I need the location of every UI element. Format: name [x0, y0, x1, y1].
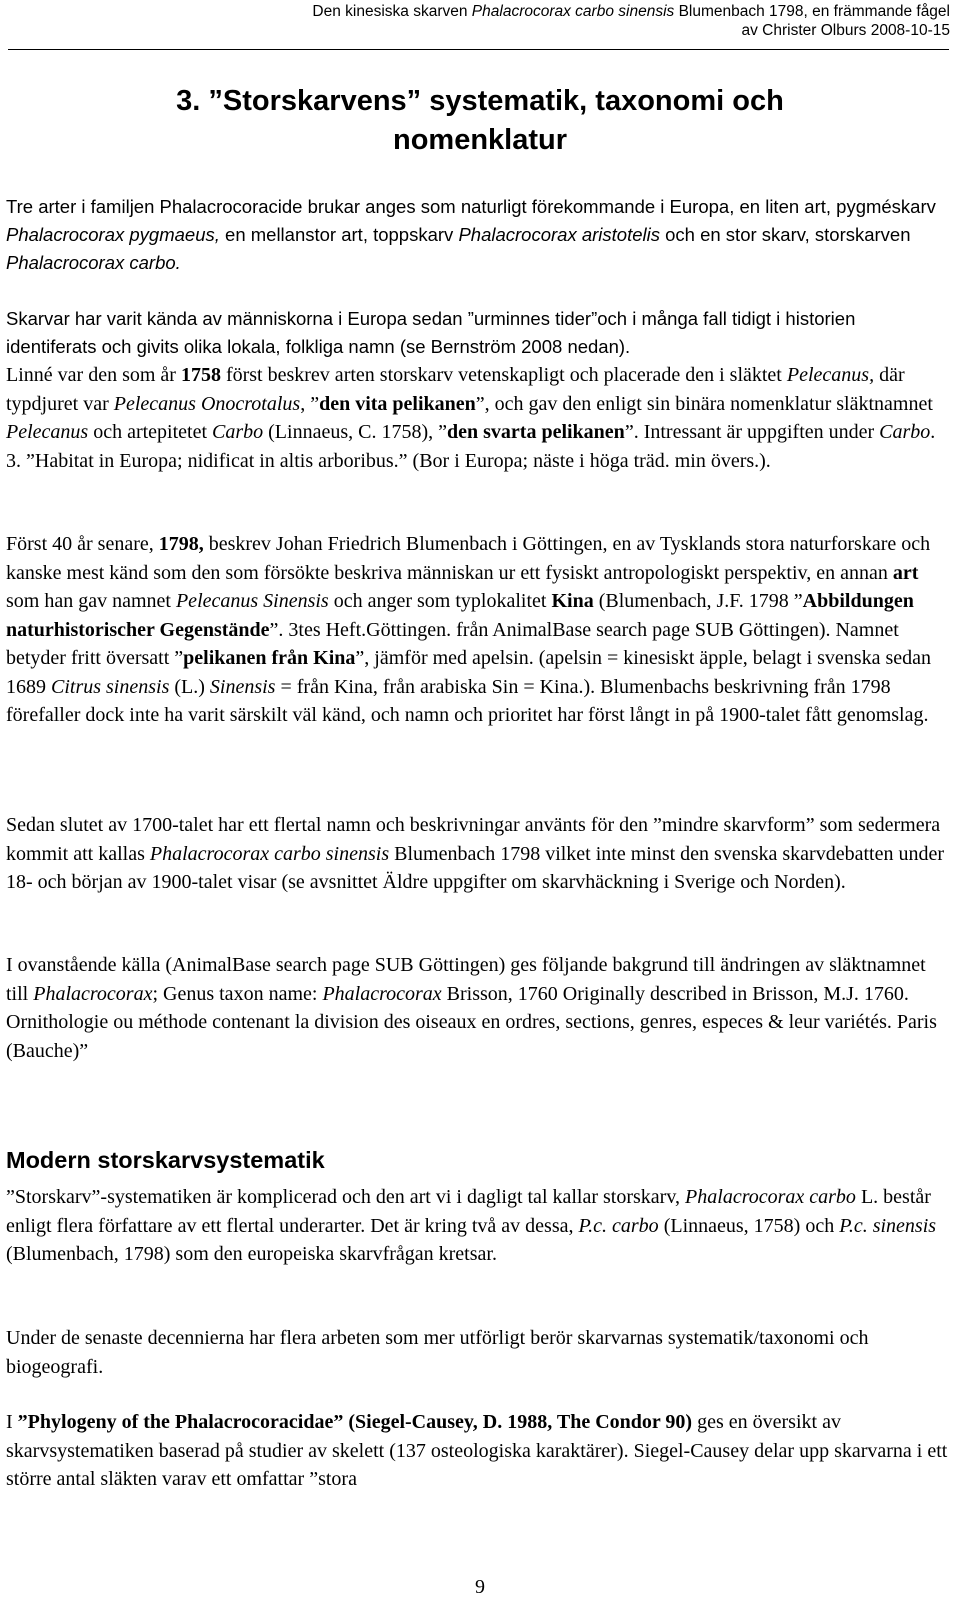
header-rule — [8, 49, 949, 50]
text-run: Blumenbach 1798, en främmande fågel — [674, 3, 950, 20]
text-run: I ovanstående källa (AnimalBase search page SUB Göttingen) ges följande bakgrund till ändringen av släktnamnet till — [6, 954, 926, 1005]
text-run: den vita pelikanen — [319, 392, 476, 415]
running-header — [312, 2, 950, 40]
paragraph-8 — [6, 1324, 950, 1381]
text-run: ”, jämför med apelsin. (apelsin = kinesiskt äpple, belagt i svenska sedan 1689 — [6, 647, 931, 698]
text-run: ”, och gav den enligt sin binära nomenklatur släktnamnet — [475, 392, 933, 415]
header-line-2: av Christer Olburs 2008-10-15 — [741, 22, 950, 39]
paragraph-9 — [6, 1408, 950, 1494]
text-run: Carbo — [879, 421, 931, 443]
text-run: Under de senaste decennierna har flera arbeten som mer utförligt berör skarvarnas systematik/taxonomi och biogeografi. — [6, 1327, 869, 1378]
text-run: Phalacrocorax carbo sinensis — [471, 3, 675, 20]
text-run: Pelecanus — [6, 421, 89, 443]
text-run: Carbo — [212, 421, 264, 443]
text-run: Pelecanus Onocrotalus — [113, 392, 301, 415]
text-run: och artepitetet — [88, 421, 213, 443]
text-run: Phalacrocorax carbo sinensis — [149, 842, 390, 865]
text-run: Sinensis — [209, 675, 276, 698]
text-run: 1758 — [180, 364, 221, 386]
page-title — [0, 82, 960, 160]
paragraph-2 — [6, 305, 950, 361]
text-run: Pelecanus Sinensis — [175, 590, 329, 612]
text-run: art — [892, 561, 919, 584]
text-run: en mellanstor art, toppskarv — [219, 224, 459, 245]
text-run: I — [6, 1411, 18, 1433]
text-run: P.c. sinensis — [839, 1214, 937, 1237]
text-run: Phalacrocorax — [33, 982, 153, 1005]
text-run: Den kinesiska skarven — [312, 3, 472, 20]
text-run: Abbildungen naturhistorischer Gegenstände — [6, 590, 914, 641]
text-run: Kina — [551, 590, 594, 612]
text-run: (L.) — [169, 675, 210, 698]
text-run: Pelecanus, — [786, 364, 875, 386]
text-run: och en stor skarv, storskarven — [659, 224, 911, 245]
header-line-1 — [312, 2, 950, 21]
text-run: som han gav namnet — [6, 590, 176, 612]
text-run: Phalacrocorax carbo — [685, 1186, 856, 1208]
section-heading: Modern storskarvsystematik — [6, 1147, 325, 1173]
text-run: Skarvar har varit kända av människorna i Europa sedan ”urminnes tider”och i många fall tidigt i historien identiferats och givits olika lokala, folkliga namn (se Bernström 2008 nedan). — [6, 308, 856, 357]
paragraph-6 — [6, 951, 950, 1065]
text-run: . 3. ”Habitat in Europa; nidificat in altis arboribus.” (Bor i Europa; näste i höga träd. min övers.). — [6, 421, 936, 472]
text-run: = från Kina, från arabiska Sin = Kina.). Blumenbachs beskrivning från 1798 förefaller dock inte ha varit särskilt väl känd, och namn och prioritet har först långt in på 1900-talet fått genomslag. — [6, 675, 929, 726]
text-run: P.c. carbo — [578, 1214, 659, 1237]
paragraph-3 — [6, 361, 950, 475]
text-run: nomenklatur — [392, 124, 568, 156]
text-run: (Linnaeus, 1758) och — [658, 1214, 840, 1237]
text-run: ”Phylogeny of the Phalacrocoracidae” (Siegel-Causey, D. 1988, The Condor 90) — [17, 1411, 693, 1433]
text-run: ”Storskarv”-systematiken är komplicerad och den art vi i dagligt tal kallar storskarv, — [6, 1186, 686, 1208]
paragraph-7 — [6, 1183, 950, 1269]
text-run: (Linnaeus, C. 1758), ” — [263, 421, 447, 443]
text-run: Citrus sinensis — [51, 675, 170, 698]
text-run: (Blumenbach, J.F. 1798 ” — [593, 590, 803, 612]
text-run: ; Genus taxon name: — [152, 982, 323, 1005]
text-run: 1798, — [158, 533, 204, 555]
text-run: Sedan slutet av 1700-talet har ett flertal namn och beskrivningar använts för den ”mindre skarvform” som sedermera kommit att kallas — [6, 814, 941, 865]
text-run: L. består enligt flera författare av ett flertal underarter. Det är kring två av dessa, — [6, 1186, 931, 1237]
text-run: Linné var den som år — [6, 364, 181, 386]
text-run: Brisson, 1760 Originally described in Brisson, M.J. 1760. Ornithologie ou méthode contenant la division des oiseaux en ordres, sections, genres, especes & leur variétés. Paris (Bauche)” — [6, 982, 937, 1062]
paragraph-4 — [6, 530, 950, 730]
text-run: Phalacrocorax carbo. — [6, 252, 181, 273]
text-run: först beskrev arten storskarv vetenskapligt och placerade den i släktet — [220, 364, 787, 386]
text-run: pelikanen från Kina — [183, 647, 356, 669]
page-number: 9 — [475, 1576, 485, 1598]
text-run: Blumenbach 1798 vilket inte minst den svenska skarvdebatten under 18- och början av 1900-talet visar (se avsnittet Äldre uppgifter om skarvhäckning i Sverige och Norden). — [6, 842, 944, 893]
text-run: beskrev Johan Friedrich Blumenbach i Göttingen, en av Tysklands stora naturforskare och kanske mest känd som den som försökte beskriva människan ur ett fysiskt antropologiskt perspektiv, en annan — [6, 533, 931, 584]
text-run: Phalacrocorax — [322, 982, 442, 1005]
text-run: Phalacrocorax pygmaeus, — [6, 224, 220, 245]
paragraph-5 — [6, 811, 950, 897]
text-run: , ” — [300, 392, 320, 415]
paragraph-1 — [6, 193, 950, 277]
text-run: Phalacrocorax aristotelis — [458, 224, 660, 245]
text-run: och anger som typlokalitet — [328, 590, 552, 612]
text-run: den svarta pelikanen — [447, 421, 625, 443]
text-run: (Blumenbach, 1798) som den europeiska skarvfrågan kretsar. — [6, 1243, 497, 1265]
text-run: ges en översikt av skarvsystematiken baserad på studier av skelett (137 osteologiska karaktärer). Siegel-Causey delar upp skarvarna i ett större antal släkten varav ett omfattar ”stora — [6, 1411, 948, 1490]
text-run: Tre arter i familjen Phalacrocoracide brukar anges som naturligt förekommande i Europa, en liten art, pygméskarv — [6, 196, 936, 217]
text-run: Först 40 år senare, — [6, 533, 159, 555]
text-run: 3. ”Storskarvens” systematik, taxonomi och — [176, 85, 784, 117]
text-run: där typdjuret var — [6, 364, 905, 415]
text-run: ”. 3tes Heft.Göttingen. från AnimalBase search page SUB Göttingen). Namnet betyder fritt översatt ” — [6, 618, 899, 669]
text-run: ”. Intressant är uppgiften under — [624, 421, 880, 443]
